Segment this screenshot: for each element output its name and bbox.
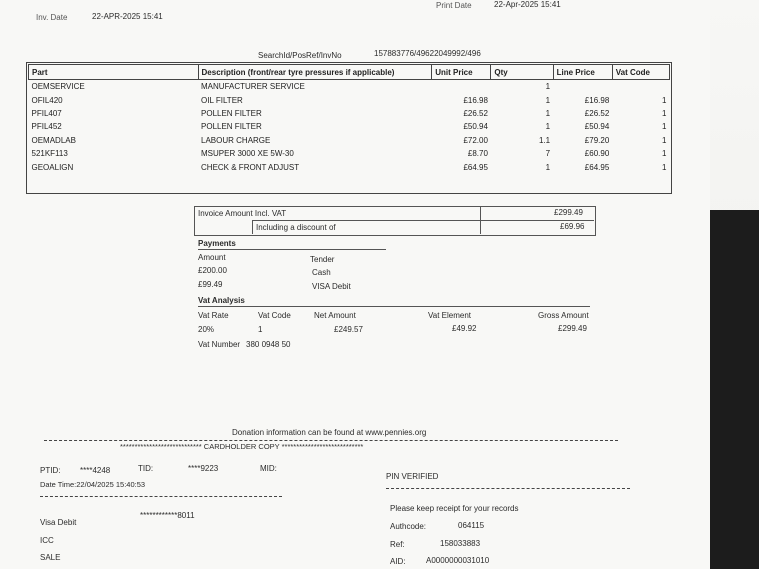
unit-price-cell: £26.52 [463, 108, 488, 118]
unit-price-cell: £50.94 [463, 122, 488, 132]
table-row [29, 80, 670, 94]
ptid-label: PTID: [40, 466, 61, 475]
payments-tender-label: Tender [310, 255, 335, 264]
col-part: Part [29, 65, 199, 80]
qty-cell: 1.1 [538, 135, 551, 145]
vat-underline [198, 306, 590, 307]
print-date-label: Print Date [436, 1, 472, 10]
payments-underline [198, 249, 386, 250]
table-row [29, 134, 670, 147]
qty-cell: 1 [545, 95, 551, 105]
unit-price-cell: £8.70 [467, 149, 488, 159]
aid-value: A0000000031010 [426, 556, 490, 565]
table-row [29, 93, 670, 106]
inv-date-value: 22-APR-2025 15:41 [92, 12, 163, 21]
part-cell: OEMSERVICE [31, 82, 85, 92]
vat-number-value: 380 0948 50 [246, 340, 291, 349]
part-cell: OEMADLAB [31, 135, 76, 145]
description-cell: MSUPER 3000 XE 5W-30 [201, 149, 294, 159]
vat-code-cell: 1 [662, 135, 667, 145]
donation-info: Donation information can be found at www.pennies.org [232, 428, 427, 437]
ref-label: Ref: [390, 540, 405, 549]
totals-divider [252, 220, 594, 221]
description-cell: CHECK & FRONT ADJUST [201, 162, 300, 172]
visa-debit-label: Visa Debit [40, 518, 77, 527]
unit-price-cell: £64.95 [463, 162, 488, 172]
icc-label: ICC [40, 536, 54, 545]
tid-label: TID: [138, 464, 154, 473]
discount-left-divider [252, 220, 253, 234]
authcode-label: Authcode: [390, 522, 427, 531]
totals-column-divider [480, 206, 481, 234]
ref-value: 158033883 [440, 539, 481, 548]
search-label: SearchId/PosRef/InvNo [258, 51, 342, 60]
invoice-amount-label: Invoice Amount Incl. VAT [198, 209, 287, 218]
part-cell: PFIL452 [31, 122, 62, 132]
table-row [29, 120, 670, 133]
table-header-row [29, 65, 670, 80]
line-price-cell: £16.98 [584, 95, 610, 105]
inv-date-label: Inv. Date [36, 13, 68, 22]
qty-cell: 1 [545, 108, 551, 118]
col-unit-price: Unit Price [432, 65, 491, 80]
part-cell: GEOALIGN [31, 162, 74, 172]
part-cell: OFIL420 [31, 95, 63, 105]
tid-value: ****9223 [188, 464, 219, 473]
card-number-masked: ************8011 [140, 511, 195, 520]
ptid-value: ****4248 [80, 466, 111, 475]
vat-gross-label: Gross Amount [538, 311, 589, 320]
mid-label: MID: [260, 464, 277, 473]
vat-analysis-title: Vat Analysis [198, 296, 245, 305]
separator-line [40, 496, 282, 497]
vat-net-value: £249.57 [334, 325, 363, 334]
unit-price-cell [432, 80, 491, 94]
payments-title: Payments [198, 239, 236, 248]
qty-cell: 1 [545, 122, 551, 132]
vat-element-value: £49.92 [452, 324, 477, 333]
payment-tender: VISA Debit [312, 282, 351, 291]
part-cell: PFIL407 [31, 108, 62, 118]
payment-amount: £200.00 [198, 266, 227, 275]
print-date-value: 22-Apr-2025 15:41 [494, 0, 561, 9]
vat-element-label: Vat Element [428, 311, 471, 320]
vat-number-label: Vat Number [198, 340, 241, 349]
separator-line [386, 488, 630, 489]
discount-label: Including a discount of [256, 223, 336, 232]
table-row [29, 147, 670, 160]
col-line-price: Line Price [553, 65, 612, 80]
part-cell: 521KF113 [31, 149, 68, 159]
keep-receipt-note: Please keep receipt for your records [390, 504, 519, 513]
col-description: Description (front/rear tyre pressures if applicable) [198, 65, 432, 80]
description-cell: POLLEN FILTER [201, 122, 262, 132]
col-vat-code: Vat Code [612, 65, 669, 80]
line-price-cell: £26.52 [584, 108, 610, 118]
vat-rate-value: 20% [198, 325, 215, 334]
vat-gross-value: £299.49 [558, 324, 587, 333]
line-price-cell: £64.95 [584, 162, 610, 172]
description-cell: OIL FILTER [201, 95, 243, 105]
vat-code-cell [612, 80, 669, 94]
payment-tender: Cash [312, 268, 331, 277]
cardholder-copy: **************************** CARDHOLDER COPY **************************** [120, 442, 364, 451]
pin-verified: PIN VERIFIED [386, 472, 439, 481]
vat-code-cell: 1 [662, 149, 667, 159]
sale-label: SALE [40, 553, 61, 562]
qty-cell: 1 [545, 82, 551, 92]
aid-label: AID: [390, 557, 406, 566]
separator-line [44, 440, 618, 441]
unit-price-cell: £16.98 [463, 95, 488, 105]
vat-rate-label: Vat Rate [198, 311, 229, 320]
table-row [29, 107, 670, 120]
invoice-amount-value: £299.49 [554, 208, 583, 217]
vat-code-cell: 1 [662, 108, 667, 118]
line-price-cell: £60.90 [584, 149, 610, 159]
vat-code-cell: 1 [662, 162, 667, 172]
payment-amount: £99.49 [198, 280, 223, 289]
transaction-datetime: Date Time:22/04/2025 15:40:53 [40, 480, 146, 489]
description-cell: LABOUR CHARGE [201, 135, 271, 145]
authcode-value: 064115 [458, 521, 485, 530]
vat-code-label: Vat Code [258, 311, 291, 320]
items-table [28, 64, 670, 174]
discount-value: £69.96 [560, 222, 585, 231]
unit-price-cell: £72.00 [463, 135, 488, 145]
payments-amount-label: Amount [198, 253, 226, 262]
table-row [29, 160, 670, 173]
vat-code-cell: 1 [662, 95, 667, 105]
vat-net-label: Net Amount [314, 311, 356, 320]
search-value: 157883776/49622049992/496 [374, 49, 481, 58]
line-price-cell [553, 80, 612, 94]
qty-cell: 7 [545, 149, 551, 159]
description-cell: POLLEN FILTER [201, 108, 262, 118]
line-price-cell: £79.20 [584, 135, 610, 145]
line-price-cell: £50.94 [584, 122, 610, 132]
vat-code-value: 1 [258, 325, 263, 334]
col-qty: Qty [491, 65, 553, 80]
qty-cell: 1 [545, 162, 551, 172]
dark-surface [704, 210, 759, 569]
vat-code-cell: 1 [662, 122, 667, 132]
description-cell: MANUFACTURER SERVICE [201, 82, 305, 92]
